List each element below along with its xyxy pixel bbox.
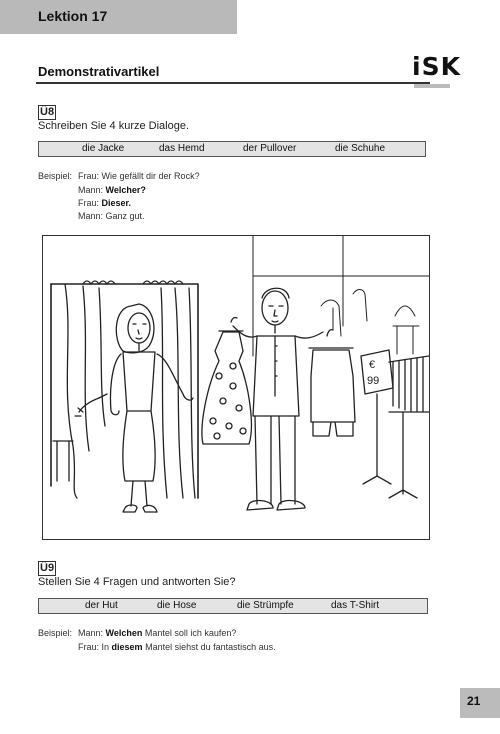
page-number-tab (460, 688, 500, 718)
price-tag-sign (361, 350, 393, 484)
clothing-store-illustration (42, 235, 430, 540)
example-label: Beispiel: (38, 171, 73, 181)
clothing-rack (389, 356, 429, 498)
word-item: das T-Shirt (331, 600, 380, 611)
word-item: die Jacke (82, 143, 125, 154)
dress-on-hanger (202, 318, 251, 445)
example-line: Frau: In diesem Mantel siehst du fantastisch aus. (78, 642, 276, 652)
isk-logo (412, 52, 472, 92)
price-tag-value: 99 (367, 375, 380, 387)
store-scene-drawing (43, 236, 429, 539)
skirt-on-hanger (309, 330, 355, 436)
price-tag-currency: € (369, 359, 376, 371)
exercise-9-instruction: Stellen Sie 4 Fragen und antworten Sie? (38, 576, 236, 588)
example-line: Mann: Welchen Mantel soll ich kaufen? (78, 628, 237, 638)
woman-figure (75, 304, 193, 512)
example-line: Frau: Dieser. (78, 198, 132, 208)
word-item: die Hose (157, 600, 197, 611)
word-item: die Schuhe (335, 143, 386, 154)
title-divider (36, 82, 430, 84)
lesson-title: Lektion 17 (38, 8, 108, 24)
example-line: Mann: Ganz gut. (78, 211, 145, 221)
word-item: der Pullover (243, 143, 297, 154)
example-line: Frau: Wie gefällt dir der Rock? (78, 171, 200, 181)
man-figure (233, 288, 323, 510)
lesson-header (0, 0, 237, 34)
exercise-8-word-box (38, 141, 426, 157)
exercise-8-number: Ü8 (40, 106, 55, 118)
word-item: das Hemd (159, 143, 205, 154)
logo-bar (414, 84, 450, 88)
section-title: Demonstrativartikel (38, 64, 160, 79)
example-line: Mann: Welcher? (78, 185, 146, 195)
exercise-8-instruction: Schreiben Sie 4 kurze Dialoge. (38, 120, 190, 132)
exercise-9-word-box (38, 598, 428, 614)
exercise-9-number: Ü9 (40, 562, 55, 574)
word-item: der Hut (85, 600, 118, 611)
page-number: 21 (467, 694, 481, 708)
word-item: die Strümpfe (237, 600, 294, 611)
logo-text: iSK (412, 52, 461, 81)
example-label: Beispiel: (38, 628, 73, 638)
